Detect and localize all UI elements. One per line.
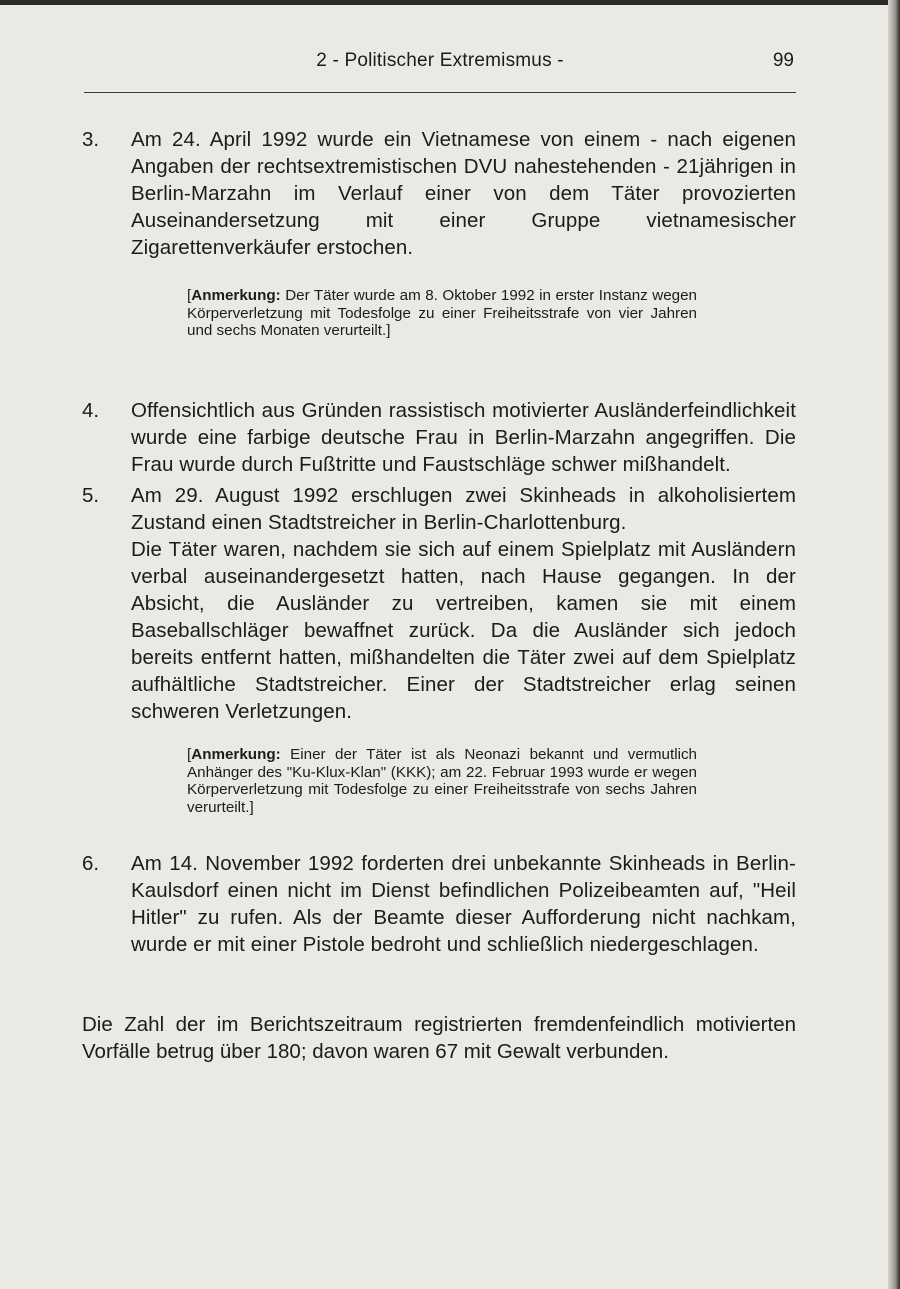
entry-paragraph: Am 14. November 1992 forderten drei unbekannte Skinheads in Berlin-Kaulsdorf einen nicht im Dienst befindlichen Polizeibeamten auf, "Heil Hitler" zu rufen. Als der Beamte dieser Aufforderung nicht nachkam, wurde er mit einer Pistole bedroht und schließlich niedergeschlagen. — [131, 852, 796, 956]
entry-paragraph: Offensichtlich aus Gründen rassistisch motivierter Ausländerfeindlichkeit wurde eine farbige deutsche Frau in Berlin-Marzahn angegriffen. Die Frau wurde durch Fußtritte und Faustschläge schwer mißhandelt. — [131, 399, 796, 476]
note-text: Einer der Täter ist als Neonazi bekannt und vermutlich Anhänger des "Ku-Klux-Klan" (KKK); am 22. Februar 1993 wurde er wegen Körperverletzung mit Todesfolge zu einer Freiheitsstrafe von sechs Jahren verurteilt. — [187, 746, 697, 816]
entry-paragraph: Am 29. August 1992 erschlugen zwei Skinheads in alkoholisiertem Zustand einen Stadtstreicher in Berlin-Charlottenburg. — [131, 484, 796, 534]
note-text: Der Täter wurde am 8. Oktober 1992 in erster Instanz wegen Körperverletzung mit Todesfolge zu einer Freiheitsstrafe von vier Jahren und sechs Monaten verurteilt. — [187, 287, 697, 339]
entry-number: 3. — [82, 128, 100, 151]
entry-text — [131, 397, 796, 478]
summary-paragraph: Die Zahl der im Berichtszeitraum registrierten fremdenfeindlich motivierten Vorfälle betrug über 180; davon waren 67 mit Gewalt verbunden. — [82, 1013, 796, 1063]
note-label: Anmerkung: — [191, 746, 281, 763]
running-header — [84, 46, 796, 93]
entry-text — [131, 482, 796, 725]
entry-number: 6. — [82, 852, 100, 875]
page-binding-edge — [888, 0, 900, 1289]
note-label: Anmerkung: — [191, 287, 281, 304]
entry-paragraph: Die Täter waren, nachdem sie sich auf einem Spielplatz mit Ausländern verbal auseinandergesetzt hatten, nach Hause gegangen. In der Absicht, die Ausländer zu vertreiben, kamen sie mit einem Baseballschläger bewaffnet zurück. Da die Ausländer sich jedoch bereits entfernt hatten, mißhandelten die Täter zwei auf dem Spielplatz aufhältliche Stadtstreicher. Einer der Stadtstreicher erlag seinen schweren Verletzungen. — [131, 538, 796, 723]
entry-text — [131, 126, 796, 261]
page-number: 99 — [772, 50, 794, 71]
entry-note: [Anmerkung: Einer der Täter ist als Neonazi bekannt und vermutlich Anhänger des "Ku-Klux-Klan" (KKK); am 22. Februar 1993 wurde er wegen Körperverletzung mit Todesfolge zu einer Freiheitsstrafe von sechs Jahren verurteilt.] — [187, 746, 697, 816]
entry-paragraph: Am 24. April 1992 wurde ein Vietnamese von einem - nach eigenen Angaben der rechtsextremistischen DVU nahestehenden - 21jährigen in Berlin-Marzahn im Verlauf einer von dem Täter provozierten Auseinandersetzung mit einer Gruppe vietnamesischer Zigarettenverkäufer erstochen. — [131, 128, 796, 259]
entry-number: 5. — [82, 484, 100, 507]
running-header-title: 2 - Politischer Extremismus - — [316, 50, 564, 71]
entry-number: 4. — [82, 399, 100, 422]
page-top-edge — [0, 0, 900, 5]
entry-text — [131, 850, 796, 958]
entry-note: [Anmerkung: Der Täter wurde am 8. Oktober 1992 in erster Instanz wegen Körperverletzung mit Todesfolge zu einer Freiheitsstrafe von vier Jahren und sechs Monaten verurteilt.] — [187, 287, 697, 339]
